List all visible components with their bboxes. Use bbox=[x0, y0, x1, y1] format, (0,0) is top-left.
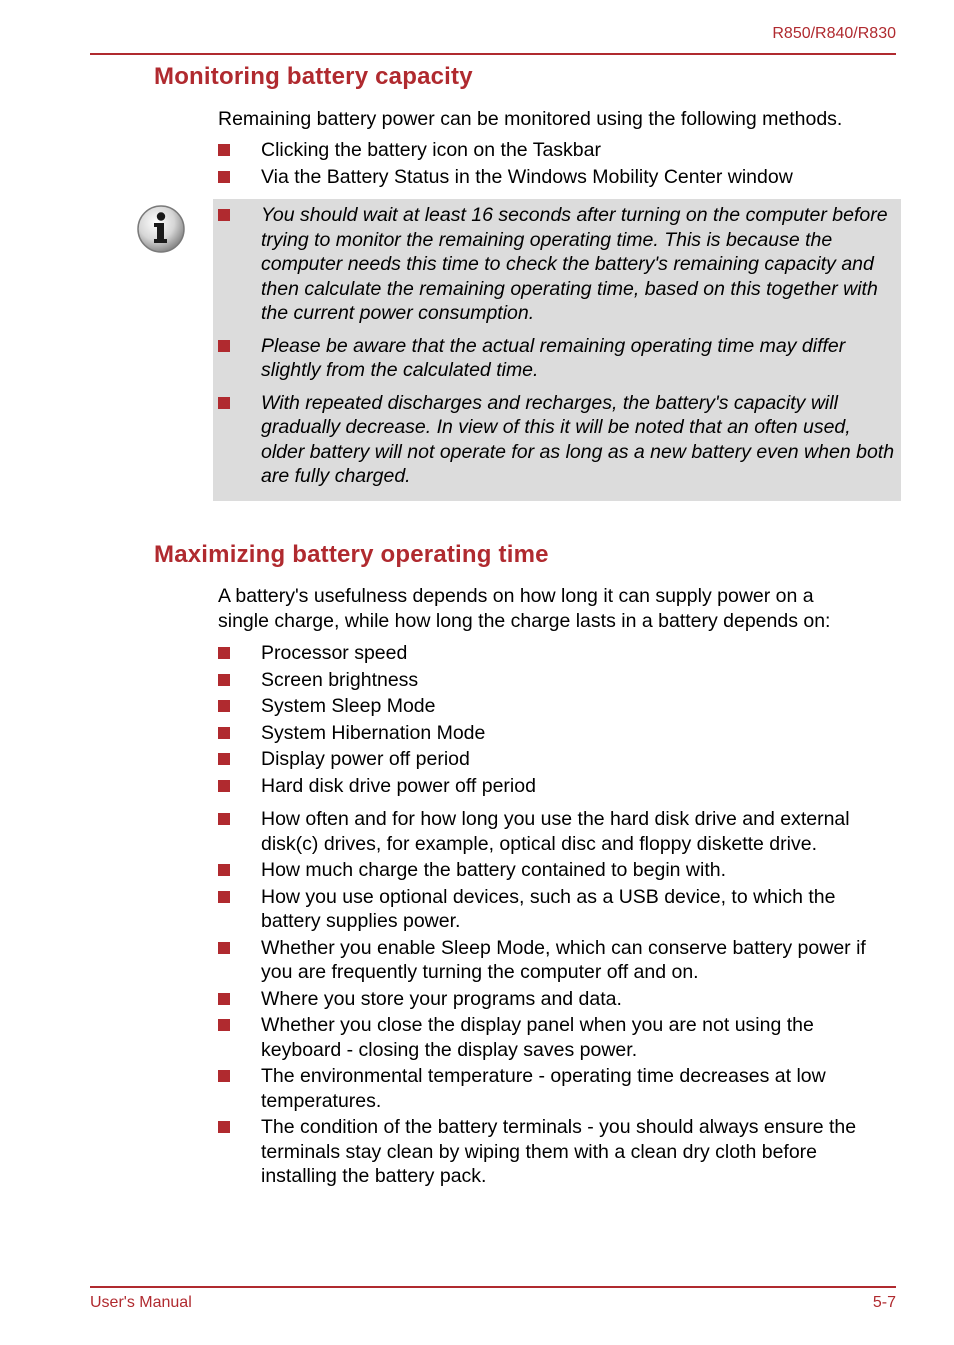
bullet-square-icon bbox=[218, 753, 230, 765]
bullet-square-icon bbox=[218, 780, 230, 792]
list-item: Whether you enable Sleep Mode, which can conserve battery power if you are frequently turning the computer off and on. bbox=[218, 936, 898, 985]
note-list bbox=[218, 203, 898, 489]
list-item: System Sleep Mode bbox=[218, 694, 898, 719]
bullet-square-icon bbox=[218, 864, 230, 876]
bullet-square-icon bbox=[218, 397, 230, 409]
bullet-square-icon bbox=[218, 1121, 230, 1133]
factors-list-a bbox=[218, 641, 898, 798]
note-box bbox=[213, 199, 901, 501]
bullet-square-icon bbox=[218, 993, 230, 1005]
footer-rule bbox=[90, 1286, 896, 1288]
bullet-square-icon bbox=[218, 813, 230, 825]
bullet-square-icon bbox=[218, 1070, 230, 1082]
bullet-square-icon bbox=[218, 727, 230, 739]
list-item: Display power off period bbox=[218, 747, 898, 772]
header-rule bbox=[90, 53, 896, 55]
bullet-square-icon bbox=[218, 647, 230, 659]
list-item: How much charge the battery contained to begin with. bbox=[218, 858, 898, 883]
list-item: System Hibernation Mode bbox=[218, 721, 898, 746]
info-icon bbox=[136, 204, 186, 254]
list-item: The condition of the battery terminals - you should always ensure the terminals stay clean by wiping them with a clean dry cloth before installing the battery pack. bbox=[218, 1115, 898, 1189]
list-item: Whether you close the display panel when you are not using the keyboard - closing the display saves power. bbox=[218, 1013, 898, 1062]
bullet-square-icon bbox=[218, 171, 230, 183]
list-item: How you use optional devices, such as a USB device, to which the battery supplies power. bbox=[218, 885, 898, 934]
list-item: You should wait at least 16 seconds after turning on the computer before trying to monitor the remaining operating time. This is because the computer needs this time to check the battery's remaining capacity and then calculate the remaining operating time, based on this together with the current power consumption. bbox=[218, 203, 898, 326]
bullet-square-icon bbox=[218, 1019, 230, 1031]
model-label: R850/R840/R830 bbox=[772, 25, 896, 42]
bullet-square-icon bbox=[218, 340, 230, 352]
list-item: How often and for how long you use the hard disk drive and external disk(c) drives, for example, optical disc and floppy diskette drive. bbox=[218, 807, 898, 856]
list-item: Processor speed bbox=[218, 641, 898, 666]
list-item: Via the Battery Status in the Windows Mobility Center window bbox=[218, 165, 898, 190]
list-item: With repeated discharges and recharges, the battery's capacity will gradually decrease. In view of this it will be noted that an often used, older battery will not operate for as long as a new battery even when both are fully charged. bbox=[218, 391, 898, 489]
manual-title: User's Manual bbox=[90, 1294, 192, 1311]
list-item: The environmental temperature - operating time decreases at low temperatures. bbox=[218, 1064, 898, 1113]
list-item: Please be aware that the actual remaining operating time may differ slightly from the calculated time. bbox=[218, 334, 898, 383]
bullet-square-icon bbox=[218, 891, 230, 903]
list-item: Where you store your programs and data. bbox=[218, 987, 898, 1012]
factors-list-b bbox=[218, 807, 898, 1189]
list-item: Clicking the battery icon on the Taskbar bbox=[218, 138, 898, 163]
section-heading-monitoring: Monitoring battery capacity bbox=[154, 63, 473, 90]
bullet-square-icon bbox=[218, 700, 230, 712]
monitoring-methods-list bbox=[218, 138, 898, 190]
bullet-square-icon bbox=[218, 942, 230, 954]
bullet-square-icon bbox=[218, 209, 230, 221]
page-number: 5-7 bbox=[872, 1294, 896, 1311]
list-item: Screen brightness bbox=[218, 668, 898, 693]
list-item: Hard disk drive power off period bbox=[218, 774, 898, 799]
section1-intro: Remaining battery power can be monitored using the following methods. bbox=[218, 108, 843, 130]
bullet-square-icon bbox=[218, 144, 230, 156]
section2-intro: A battery's usefulness depends on how long it can supply power on a single charge, while how long the charge lasts in a battery depends on: bbox=[218, 585, 831, 632]
bullet-square-icon bbox=[218, 674, 230, 686]
section-heading-maximizing: Maximizing battery operating time bbox=[154, 541, 549, 568]
